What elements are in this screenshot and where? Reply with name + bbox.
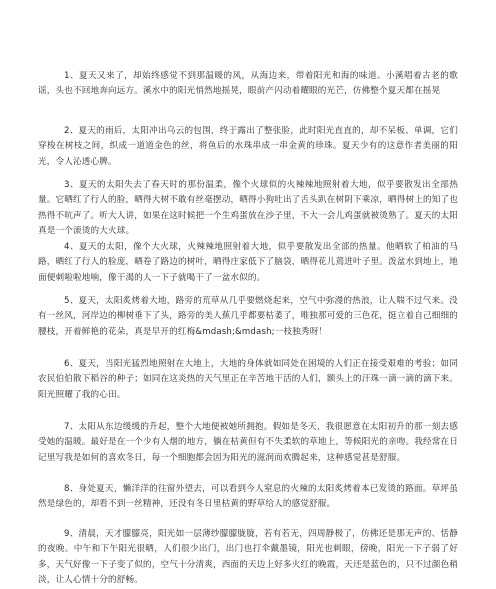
paragraph-9: 9、清晨，天才朦朦亮，阳光如一层薄纱朦朦胧胧，若有若无，四周静极了，仿佛还是那无声的、恬静的夜晚。中午和下午阳光很晒，人们很少出门，出门也打伞戴墨镜，阳光也刺眼，傍晚，阳光一下子弱了好多，天气好像一下子变了似的，空气十分清爽，西面的天边上好多火红的晚霞，天还是蓝色的，只不过颜色稍淡，让人心情十分的舒畅。 <box>38 529 458 586</box>
paragraph-3: 3、夏天的太阳失去了春天时的那份温柔，像个火球似的火辣辣地照射着大地，似乎要散发出全部热量。它晒红了行人的脸，晒得大树不敢有丝毫摆动，晒得小狗吐出了舌头趴在树阴下乘凉，晒得树上的知了也热得不吭声了。听大人讲，如果在这时候把一个生鸡蛋放在沙子里，不大一会儿鸡蛋就被烫熟了。夏天的太阳真是一个滚烫的大火球。 <box>38 180 458 237</box>
paragraph-2: 2、夏天的雨后，太阳冲出乌云的包围，终于露出了整张脸，此时阳光直直的，却不呆板、单调，它们穿梭在树枝之间，织成一道道金色的丝，将鱼后的水珠串成一串金黄的珍珠。夏天少有的这意作者美丽的阳光，令人沁透心脾。 <box>38 126 458 167</box>
paragraph-4: 4、夏天的太阳，像个大火球，火辣辣地照射着大地，似乎要散发出全部的热量。他晒软了柏油的马路，晒红了行人的脸庞，晒卷了路边的树叶，晒得庄家低下了脑袋，晒得花儿蔫进叶子里。泼盆水到地上，地面便刺啦啦地响，像干渴的人一下子就喝干了一盆水似的。 <box>38 242 458 283</box>
paragraph-6: 6、夏天，当阳光猛烈地照射在大地上，大地的身体就如同处在困境的人们正在接受艰难的考验；如同农民伯伯散下稻谷的种子；如同在这炎热的天气里正在辛苦地干活的人们，额头上的汗珠一滴一滴的滴下来。阳光照耀了我的心田。 <box>38 359 458 400</box>
paragraph-7: 7、太阳从东边缓缓的升起，整个大地便被她所拥抱。假如是冬天，我很愿意在太阳初升的那一刻去感受她的温暖。最好是在一个少有人烟的地方，躺在枯黄但有不失柔软的草地上，等候阳光的亲吻。我经常在日记里写我是如何的喜欢冬日，每一个细胞都会因为阳光的滋润而欢腾起来，这种感觉甚是舒服。 <box>38 422 458 463</box>
paragraph-8: 8、身处夏天，懒洋洋的往窗外望去，可以看到今人窒息的火辣的太阳炙烤着本已发烫的路面。草坪虽然是绿色的，却看不到一丝精神，还没有冬日里枯黄的野草给人的感觉舒服。 <box>38 484 458 510</box>
paragraph-1: 1、夏天又来了，却始终感觉不到那温暖的风，从海边来，带着阳光和海的味道。小溪唱着古老的歌谣，头也不回地奔向远方。溪水中的阳光悄然地摇晃，眼前产闪动着耀眼的光芒，仿佛整个夏天都在摇晃 <box>38 71 458 97</box>
paragraph-5: 5、夏天，太阳炙烤着大地，路旁的荒草从几乎要燃烧起来，空气中弥漫的热浪，让人喘不过气来。没有一丝风，河岸边的柳树垂下了头，路旁的美人蕉几乎都要枯萎了，唯独那可爱的三色花，挺立着自己细细的腰枝，开着鲜艳的花朵，真是早开的红梅&mdash;&mdash;一枝独秀呀！ <box>38 296 458 337</box>
